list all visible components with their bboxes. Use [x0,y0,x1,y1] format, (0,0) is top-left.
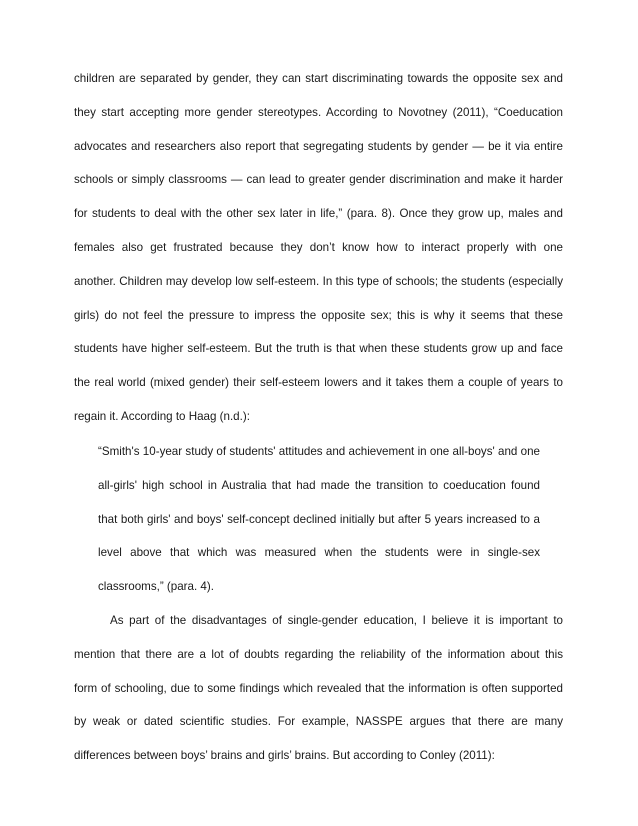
quote-line: “Smith's 10-year study of students' attitudes and achievement in one all-boys' and one [98,445,540,458]
text-line: they start accepting more gender stereotypes. According to Novotney (2011), “Coeducation [74,105,563,119]
text-line: females also get frustrated because they don’t know how to interact properly with one [74,240,563,254]
text-line: the real world (mixed gender) their self-esteem lowers and it takes them a couple of years to [74,376,563,390]
text-line: differences between boys’ brains and girls’ brains. But according to Conley (2011): [74,749,495,763]
text-line: another. Children may develop low self-esteem. In this type of schools; the students (especially [74,274,563,288]
quote-line: level above that which was measured when the students were in single-sex [98,546,540,560]
text-line: girls) do not feel the pressure to impress the opposite sex; this is why it seems that these [74,308,563,322]
text-line: form of schooling, due to some findings which revealed that the information is often supported [74,681,563,695]
paragraph-1 [74,72,563,444]
block-quote [98,445,540,614]
quote-line: all-girls' high school in Australia that had made the transition to coeducation found [98,478,540,492]
quote-line: that both girls' and boys' self-concept declined initially but after 5 years increased to a [98,512,540,526]
text-line: students have higher self-esteem. But the truth is that when these students grow up and face [74,342,563,356]
text-line: by weak or dated scientific studies. For example, NASSPE argues that there are many [74,715,563,729]
text-line: As part of the disadvantages of single-gender education, I believe it is important to [110,614,563,627]
quote-line: classrooms,” (para. 4). [98,580,214,594]
text-line: advocates and researchers also report that segregating students by gender — be it via entire [74,139,563,153]
text-line: children are separated by gender, they can start discriminating towards the opposite sex and [74,72,563,85]
text-line: mention that there are a lot of doubts regarding the reliability of the information about this [74,647,563,661]
text-line: regain it. According to Haag (n.d.): [74,409,250,423]
paragraph-2 [74,614,563,783]
text-line: schools or simply classrooms — can lead to greater gender discrimination and make it harder [74,173,563,187]
text-line: for students to deal with the other sex later in life,” (para. 8). Once they grow up, males and [74,207,563,221]
